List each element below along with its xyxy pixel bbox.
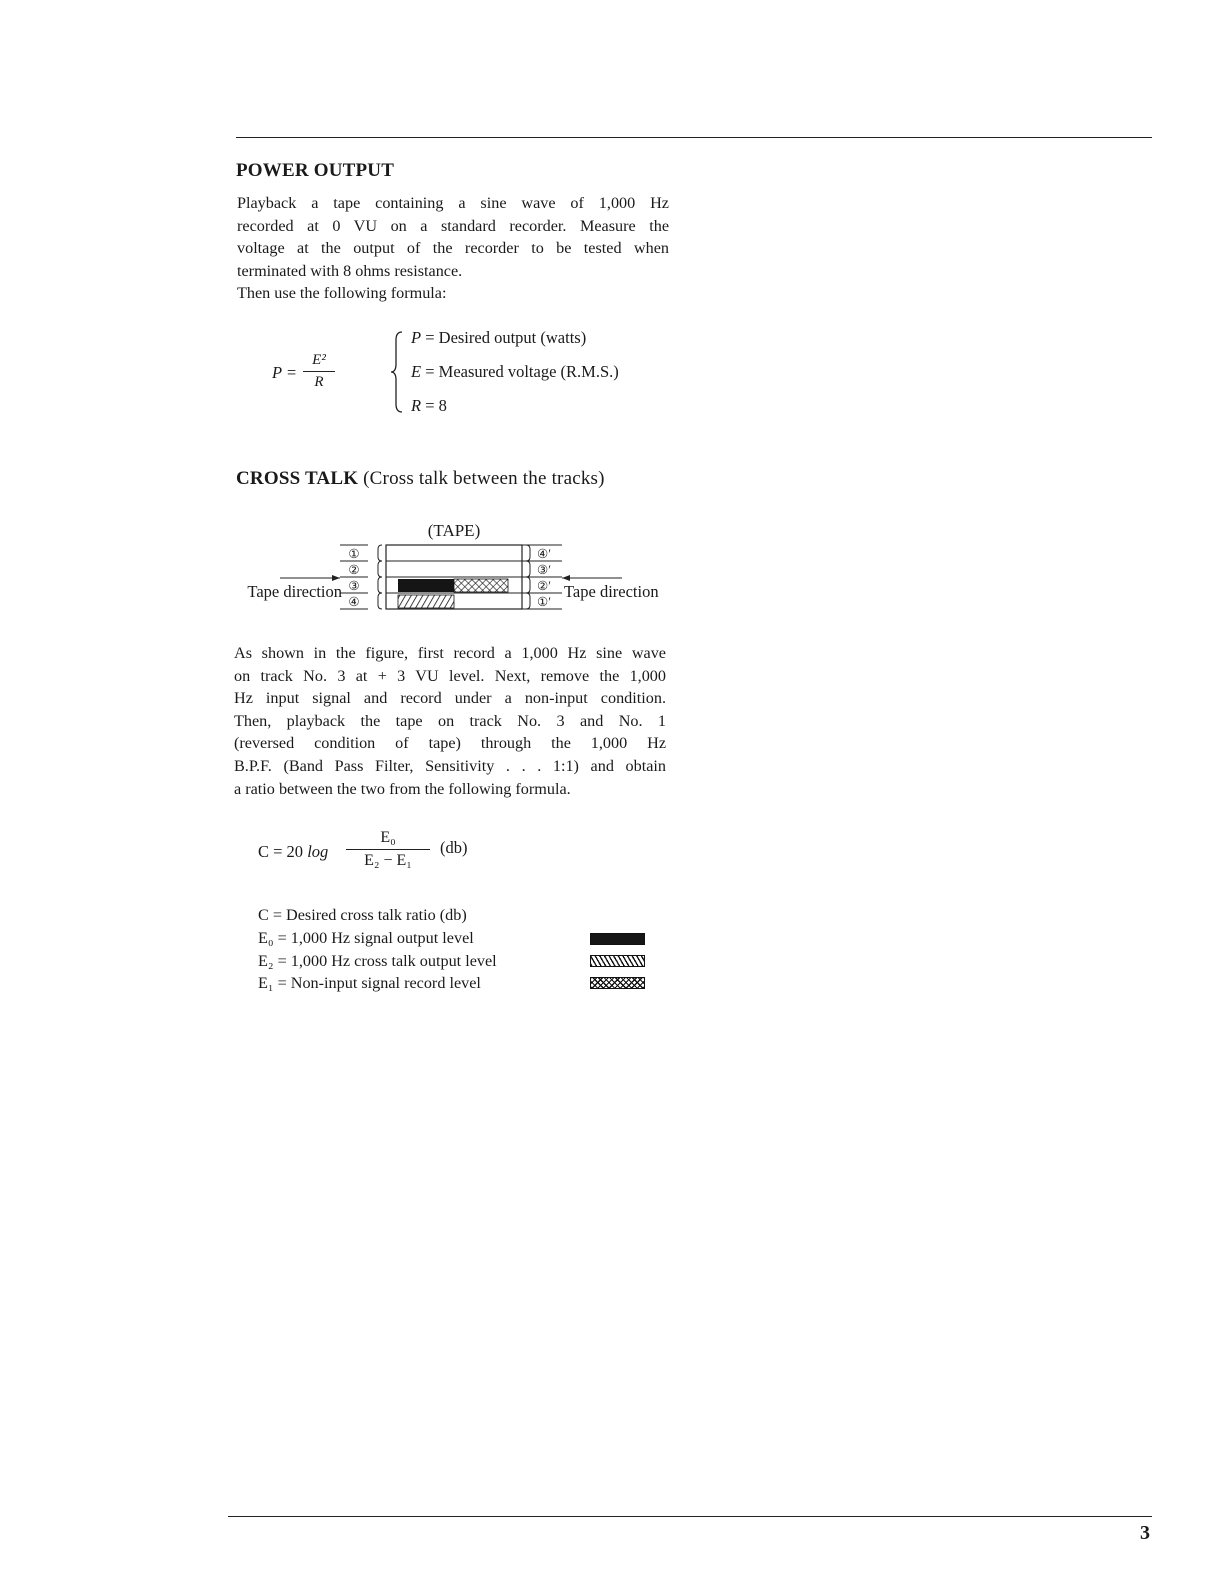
fraction-bar <box>346 849 430 850</box>
legend-swatch-solid <box>590 933 645 945</box>
cross-talk-subheading: (Cross talk between the tracks) <box>358 468 605 489</box>
paragraph-line: a ratio between the two from the following formula. <box>234 779 571 798</box>
legend-row <box>258 929 474 948</box>
legend-row <box>258 906 467 925</box>
track-label: ① <box>348 547 360 561</box>
page-number: 3 <box>1140 1522 1150 1544</box>
track-label: ②′ <box>537 579 551 593</box>
legend-text: = Non-input signal record level <box>273 974 481 992</box>
bottom-rule <box>228 1516 1152 1517</box>
power-output-heading: POWER OUTPUT <box>236 160 395 181</box>
paragraph-line: Playback a tape containing a sine wave of 1,000 Hz <box>237 194 669 212</box>
legend-text: = Desired cross talk ratio (db) <box>268 906 467 924</box>
legend-swatch-diagonal <box>590 955 645 967</box>
cross-talk-formula-numerator: E₀ <box>380 829 396 846</box>
paragraph-line: voltage at the output of the recorder to be tested when <box>237 239 669 258</box>
paragraph-line: Hz input signal and record under a non-input condition. <box>234 689 666 708</box>
cross-talk-heading: CROSS TALK (Cross talk between the tracks) <box>236 468 605 489</box>
non-input-record-region <box>454 579 508 592</box>
left-brace <box>378 561 382 577</box>
right-brace <box>526 577 530 593</box>
legend-row <box>258 952 497 971</box>
legend-symbol: E₁ <box>258 974 274 992</box>
power-output-paragraph <box>237 192 669 305</box>
definition-row <box>411 328 586 348</box>
power-formula-denominator: R <box>314 374 324 390</box>
left-brace <box>378 545 382 561</box>
track-label: ④′ <box>537 547 551 561</box>
track-label: ④ <box>348 595 360 609</box>
definition-symbol: P <box>411 328 422 347</box>
definition-text: = Desired output (watts) <box>421 328 587 347</box>
legend-symbol: C <box>258 906 269 924</box>
cross-talk-formula-fraction <box>346 829 430 870</box>
definition-text: = Measured voltage (R.M.S.) <box>421 362 619 381</box>
left-brace <box>378 577 382 593</box>
paragraph-line: recorded at 0 VU on a standard recorder. Measure the <box>237 216 669 235</box>
paragraph-line: B.P.F. (Band Pass Filter, Sensitivity . . . 1:1) and obtain <box>234 756 666 775</box>
fraction-bar <box>303 371 335 372</box>
track-label: ③ <box>348 579 360 593</box>
definition-row <box>411 396 447 416</box>
track-label: ①′ <box>537 595 551 609</box>
arrowhead-icon <box>332 575 340 581</box>
tape-track-diagram <box>228 512 688 616</box>
cross-talk-formula-lhs: C = 20 log <box>258 842 329 861</box>
legend-swatch-crosshatch <box>590 977 645 989</box>
paragraph-line: Then, playback the tape on track No. 3 and No. 1 <box>234 711 666 730</box>
definition-symbol: R <box>411 396 422 415</box>
tape-direction-label-right: Tape direction <box>564 582 659 601</box>
definition-row <box>411 362 619 382</box>
tape-title: (TAPE) <box>427 521 481 540</box>
cross-talk-formula-denominator: E₂ − E₁ <box>364 852 412 869</box>
right-brace <box>526 561 530 577</box>
definition-symbol: E <box>411 362 422 381</box>
legend-text: = 1,000 Hz cross talk output level <box>273 952 497 970</box>
paragraph-line: (reversed condition of tape) through the 1,000 Hz <box>234 734 666 753</box>
legend-row <box>258 974 481 993</box>
paragraph-line: As shown in the figure, first record a 1,000 Hz sine wave <box>234 644 666 662</box>
tape-direction-label-left: Tape direction <box>247 582 342 601</box>
right-brace <box>526 545 530 561</box>
paragraph-line: on track No. 3 at + 3 VU level. Next, remove the 1,000 <box>234 666 666 685</box>
right-brace <box>526 593 530 609</box>
paragraph-line: terminated with 8 ohms resistance. <box>237 261 463 280</box>
cross-talk-formula-unit: (db) <box>440 838 468 857</box>
top-rule <box>236 137 1152 138</box>
track-label: ② <box>348 563 360 577</box>
paragraph-line: Then use the following formula: <box>237 284 447 303</box>
left-brace <box>378 593 382 609</box>
power-formula-fraction <box>303 352 335 391</box>
definitions-brace <box>390 330 404 414</box>
legend-symbol: E₀ <box>258 929 274 947</box>
track-label: ③′ <box>537 563 551 577</box>
cross-talk-paragraph <box>234 642 666 800</box>
power-formula-numerator: E² <box>312 352 326 368</box>
legend-text: = 1,000 Hz signal output level <box>273 929 474 947</box>
definition-text: = 8 <box>421 396 447 415</box>
power-formula-lhs: P = <box>272 363 298 382</box>
cross-talk-output-region <box>398 595 454 608</box>
arrowhead-icon <box>562 575 570 581</box>
log-text: log <box>307 842 329 861</box>
signal-output-region <box>398 579 454 592</box>
legend-symbol: E₂ <box>258 952 274 970</box>
